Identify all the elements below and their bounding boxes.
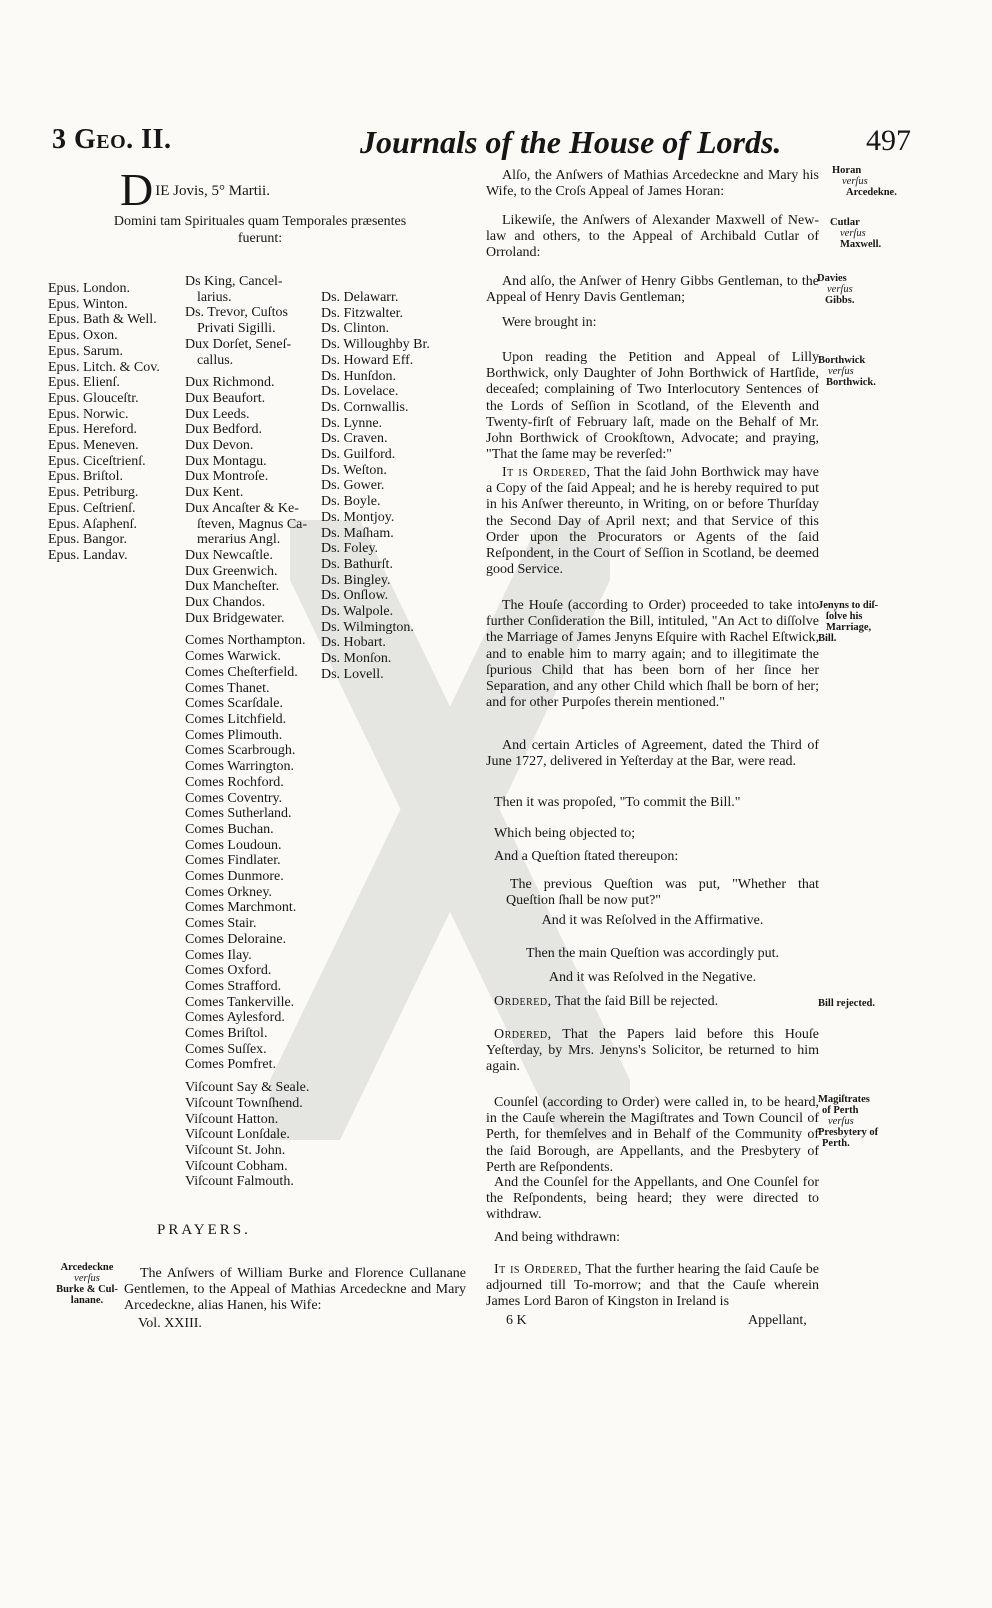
jenyns-bill: [486, 598, 819, 711]
margin-note-davies: [817, 273, 854, 306]
lord-name: merarius Angl.: [197, 532, 281, 548]
lord-name: Dux Dorſet, Seneſ-: [185, 336, 292, 352]
lord-name: Dux Beaufort.: [185, 390, 266, 406]
running-header: [0, 124, 992, 164]
margin-note-bill-rejected: Bill rejected.: [818, 998, 875, 1009]
answers-horan: [486, 168, 819, 200]
paragraph-text: And it was Reſolved in the Affirmative.: [541, 913, 764, 928]
lord-name: Ds. Hobart.: [321, 635, 386, 651]
lord-name: ſteven, Magnus Ca-: [197, 516, 308, 532]
margin-note-line: Borthwick.: [826, 377, 876, 388]
order-caps: Ordered,: [494, 994, 552, 1009]
lord-name: Dux Bedford.: [185, 422, 262, 438]
papers-returned-order: [486, 1027, 819, 1076]
lord-name: Ds. Onſlow.: [321, 588, 389, 604]
margin-note-line: Horan: [832, 165, 862, 176]
margin-note-line: Presbytery of: [818, 1127, 879, 1138]
lord-name: Viſcount St. John.: [185, 1142, 286, 1158]
lord-name: Ds. Boyle.: [321, 494, 381, 510]
lord-name: Ds. Bingley.: [321, 572, 391, 588]
lord-name: Viſcount Falmouth.: [185, 1174, 294, 1190]
margin-note-line: lanane.: [70, 1295, 104, 1306]
perth-counsel: [486, 1095, 819, 1176]
margin-note-jenyns: [818, 600, 878, 644]
paragraph-text: And certain Articles of Agreement, dated the Third of June 1727, delivered in Yeſterday at the Bar, were read.: [486, 738, 819, 770]
earls-list: [185, 633, 309, 1073]
lord-name: Ds. Guilford.: [321, 447, 396, 463]
lord-name: Ds. Lynne.: [321, 415, 383, 431]
lord-name: Epus. Landav.: [48, 547, 128, 563]
lord-name: Epus. Ciceſtrienſ.: [48, 453, 146, 469]
lord-name: Dux Chandos.: [185, 595, 266, 611]
paragraph-text: Counſel (according to Order) were called in, to be heard, in the Cauſe wherein the Magiſtrates and Town Council of Perth, for themſelves and in Behalf of the Community of the ſaid Borough, are Appellants, and the Presbytery of Perth are Reſpondents.: [486, 1095, 819, 1175]
lord-name: Ds. Howard Eff.: [321, 352, 414, 368]
lord-name: Ds. Hunſdon.: [321, 368, 397, 384]
resolved-negative: [486, 970, 819, 986]
lord-name: Epus. Litch. & Cov.: [48, 359, 160, 375]
paragraph-text: The Anſwers of William Burke and Florence Cullanane Gentlemen, to the Appeal of Mathias Arcedeckne and Mary Arcedeckne, alias Hanen, his Wife:: [124, 1266, 466, 1314]
paragraph-text: And the Counſel for the Appellants, and One Counſel for the Reſpondents, being heard; they were directed to withdraw.: [486, 1175, 819, 1223]
lord-name: Epus. Aſaphenſ.: [48, 516, 138, 532]
lord-name: Comes Northampton.: [185, 633, 306, 649]
lord-name: Comes Thanet.: [185, 680, 270, 696]
lord-name: Dux Montroſe.: [185, 469, 269, 485]
lord-name: Dux Devon.: [185, 438, 254, 454]
lord-name: Epus. Ceſtrienſ.: [48, 500, 136, 516]
lord-name: Epus. Bangor.: [48, 532, 127, 548]
lord-name: Ds. Wilmington.: [321, 619, 414, 635]
lord-name: Epus. Glouceſtr.: [48, 390, 139, 406]
lord-name: Comes Suſſex.: [185, 1041, 267, 1057]
drop-cap: D: [120, 164, 154, 215]
margin-note-line: verſus: [840, 228, 866, 239]
paragraph-text: Were brought in:: [502, 315, 597, 330]
bishops-column: [48, 281, 160, 564]
margin-note-line: Burke & Cul-: [56, 1284, 118, 1295]
lord-name: Comes Oxford.: [185, 963, 272, 979]
margin-note-arcedeckne: [54, 1262, 120, 1306]
margin-note-line: Davies: [817, 273, 847, 284]
paragraph-text: That the ſaid John Borthwick may have a Copy of the ſaid Appeal; and he is hereby required to put in his Anſwer thereunto, in Writing, on or before Thurſday the Second Day of April next; and that Service of this Order upon the Procurators or Agents of the ſaid Reſpondent, in the Court of Seſſion in Scotland, be deemed good Service.: [486, 465, 819, 578]
lord-name: Comes Warwick.: [185, 649, 281, 665]
lord-name: Ds. Delawarr.: [321, 290, 399, 305]
session-date-text: IE Jovis, 5° Martii.: [155, 183, 270, 199]
answers-cutlar: [486, 213, 819, 262]
margin-note-line: Perth.: [822, 1138, 850, 1149]
signature-mark: 6 K: [506, 1313, 527, 1328]
margin-note-line: Arcedeckne: [60, 1262, 114, 1273]
margin-note-line: Jenyns to diſ-: [818, 600, 879, 611]
lord-name: Ds. Maſham.: [321, 525, 394, 541]
lord-name: Ds. Trevor, Cuſtos: [185, 305, 288, 321]
lord-name: Dux Leeds.: [185, 406, 250, 422]
journal-title: Journals of the House of Lords.: [360, 124, 782, 160]
margin-note-line: verſus: [827, 284, 853, 295]
lord-name: Dux Kent.: [185, 485, 244, 501]
dukes-list: [185, 375, 309, 626]
lord-name: Dux Newcaſtle.: [185, 547, 273, 563]
lord-name: Privati Sigilli.: [197, 321, 276, 337]
lord-name: Comes Sutherland.: [185, 806, 292, 822]
counsel-heard: [486, 1175, 819, 1224]
lord-name: Comes Ilay.: [185, 947, 252, 963]
lord-name: Comes Rochford.: [185, 774, 284, 790]
being-withdrawn: [486, 1230, 819, 1246]
paragraph-text: And alſo, the Anſwer of Henry Gibbs Gentleman, to the Appeal of Henry Davis Gentleman;: [486, 274, 819, 306]
margin-note-line: Bill.: [818, 633, 837, 644]
objection: [486, 826, 819, 842]
margin-note-borthwick: [818, 355, 876, 388]
margin-note-line: verſus: [74, 1273, 100, 1284]
lord-name: Epus. Norwic.: [48, 406, 129, 422]
lord-name: Ds. Craven.: [321, 431, 388, 447]
lord-name: Comes Tankerville.: [185, 994, 295, 1010]
brought-in: [486, 315, 819, 331]
margin-note-line: verſus: [842, 176, 868, 187]
attendance-line-2: fuerunt:: [237, 231, 283, 246]
lord-name: Epus. Bath & Well.: [48, 312, 157, 328]
prayers-heading: PRAYERS.: [157, 1222, 251, 1238]
lord-name: Dux Montagu.: [185, 453, 267, 469]
viscounts-list: [185, 1080, 309, 1190]
margin-note-line: ſolve his: [826, 611, 863, 622]
lord-name: Comes Deloraine.: [185, 931, 287, 947]
lord-name: Ds. Gower.: [321, 478, 385, 494]
lord-name: Epus. Winton.: [48, 296, 128, 312]
lord-name: Epus. London.: [48, 281, 131, 296]
lord-name: Dux Bridgewater.: [185, 610, 285, 626]
lord-name: Dux Ancaſter & Ke-: [185, 500, 299, 516]
lord-name: Comes Aylesford.: [185, 1010, 285, 1026]
paragraph-text: Likewiſe, the Anſwers of Alexander Maxwell of New-law and others, to the Appeal of Archibald Cutlar of Orroland:: [486, 213, 819, 261]
lord-name: Epus. Petriburg.: [48, 485, 139, 501]
paragraph-text: And it was Reſolved in the Negative.: [548, 970, 757, 985]
margin-note-horan: [832, 165, 897, 198]
margin-note-line: Maxwell.: [840, 239, 882, 250]
order-caps: It is Ordered,: [494, 1262, 582, 1277]
lord-name: Comes Strafford.: [185, 978, 282, 994]
session-date: [120, 164, 270, 215]
lord-name: Viſcount Hatton.: [185, 1111, 279, 1127]
lord-name: Epus. Meneven.: [48, 438, 139, 454]
lord-name: Comes Scarſdale.: [185, 696, 283, 712]
lord-name: Comes Cheſterfield.: [185, 664, 298, 680]
catchword: Appellant,: [748, 1313, 807, 1328]
lord-name: Ds. Cornwallis.: [321, 399, 409, 415]
borthwick-petition: [486, 350, 819, 463]
lord-name: Comes Orkney.: [185, 884, 272, 900]
lord-name: Comes Coventry.: [185, 790, 283, 806]
margin-note-line: verſus: [828, 1116, 854, 1127]
adjournment-order: [486, 1262, 819, 1311]
lord-name: Ds King, Cancel-: [185, 274, 283, 289]
margin-note-cutlar: [830, 217, 881, 250]
lord-name: Ds. Monſon.: [321, 651, 392, 667]
margin-note-perth: [818, 1094, 878, 1149]
lord-name: Dux Richmond.: [185, 375, 275, 391]
lord-name: Comes Findlater.: [185, 853, 281, 869]
lord-name: Comes Buchan.: [185, 821, 274, 837]
officers-dukes-earls-column: [185, 274, 309, 1190]
barons-column: [321, 290, 430, 683]
lord-name: larius.: [197, 289, 232, 305]
lord-name: Comes Briſtol.: [185, 1026, 268, 1042]
margin-note-line: verſus: [828, 366, 854, 377]
main-question: [486, 946, 819, 962]
lord-name: Ds. Lovell.: [321, 666, 384, 682]
margin-note-line: Magiſtrates: [818, 1094, 870, 1105]
lord-name: Ds. Weſton.: [321, 462, 387, 478]
motion-commit: [486, 795, 819, 811]
lord-name: Comes Litchfield.: [185, 711, 287, 727]
paragraph-text: The Houſe (according to Order) proceeded to take into further Conſideration the Bill, intituled, "An Act to diſſolve the Marriage of James Jenyns Eſquire with Rachel Eſtwick, and to enable him to marry again; and to illegitimate the ſpurious Child that has been born of her ſince her Separation, and any other Child which ſhall be born of her; and for other Purpoſes therein mentioned.": [486, 598, 819, 711]
lord-name: Comes Marchmont.: [185, 900, 297, 916]
lord-name: Ds. Fitzwalter.: [321, 305, 404, 321]
lord-name: Ds. Foley.: [321, 541, 379, 557]
articles-of-agreement: [486, 738, 819, 770]
regnal-year: 3 Geo. II.: [52, 124, 172, 155]
lord-name: Viſcount Say & Seale.: [185, 1080, 310, 1096]
margin-note-line: Gibbs.: [825, 295, 855, 306]
prayers-paragraph: [124, 1266, 466, 1315]
margin-note-line: Borthwick: [818, 355, 866, 366]
order-caps: It is Ordered,: [502, 465, 591, 480]
paragraph-text: And being withdrawn:: [494, 1230, 620, 1245]
page-number: 497: [866, 124, 911, 157]
lord-name: callus.: [197, 352, 234, 368]
lord-name: Ds. Clinton.: [321, 321, 390, 337]
paragraph-text: Alſo, the Anſwers of Mathias Arcedeckne and Mary his Wife, to the Croſs Appeal of James Horan:: [486, 168, 819, 200]
attendance-heading: [50, 213, 470, 247]
paragraph-text: Upon reading the Petition and Appeal of Lilly Borthwick, only Daughter of John Borthwick of Hartſide, deceaſed; complaining of Two Interlocutory Sentences of the Lords of Seſſion in Scotland, of the Eleventh and Twenty-firſt of February laſt, made on the Behalf of Mr. John Borthwick of Crookſtown, Advocate; and praying, "That the ſame may be reverſed:": [486, 350, 819, 463]
paragraph-text: Then it was propoſed, "To commit the Bill.": [494, 795, 741, 810]
lord-name: Comes Plimouth.: [185, 727, 283, 743]
lord-name: Epus. Hereford.: [48, 422, 138, 438]
margin-note-line: Cutlar: [830, 217, 860, 228]
paragraph-text: Which being objected to;: [494, 826, 636, 841]
lord-name: Comes Scarbrough.: [185, 743, 296, 759]
lord-name: Comes Dunmore.: [185, 869, 284, 885]
lord-name: Ds. Bathurſt.: [321, 556, 393, 572]
lord-name: Epus. Oxon.: [48, 328, 118, 344]
lord-name: Ds. Lovelace.: [321, 384, 399, 400]
lord-name: Viſcount Townſhend.: [185, 1095, 303, 1111]
lord-name: Comes Loudoun.: [185, 837, 282, 853]
volume-signature: Vol. XXIII.: [138, 1316, 202, 1331]
lord-name: Epus. Elienſ.: [48, 375, 120, 391]
lord-name: Ds. Walpole.: [321, 604, 394, 620]
paragraph-text: That the further hearing the ſaid Cauſe be adjourned till To-morrow; and that the Cauſe wherein James Lord Baron of Kingston in Ireland is: [486, 1262, 820, 1310]
resolved-affirmative: [486, 913, 819, 929]
lord-name: Comes Pomfret.: [185, 1057, 276, 1073]
paragraph-text: The previous Queſtion was put, "Whether that Queſtion ſhall be now put?": [506, 877, 819, 909]
bill-rejected-order: [486, 994, 819, 1010]
lord-name: Ds. Montjoy.: [321, 509, 395, 525]
paragraph-text: And a Queſtion ſtated thereupon:: [494, 849, 679, 864]
lord-name: Comes Warrington.: [185, 759, 295, 775]
margin-note-line: Marriage,: [826, 622, 872, 633]
question-stated: [486, 849, 819, 865]
margin-note-line: Arcedekne.: [846, 187, 897, 198]
lord-name: Dux Mancheſter.: [185, 579, 280, 595]
paragraph-text: That the ſaid Bill be rejected.: [554, 994, 719, 1009]
lord-name: Ds. Willoughby Br.: [321, 337, 430, 353]
officers-list: [185, 274, 309, 368]
lord-name: Viſcount Lonſdale.: [185, 1127, 290, 1143]
attendance-line-1: Domini tam Spirituales quam Temporales præsentes: [113, 214, 407, 229]
lord-name: Epus. Sarum.: [48, 343, 124, 359]
paragraph-text: That the Papers laid before this Houſe Yeſterday, by Mrs. Jenyns's Solicitor, be returned to him again.: [486, 1027, 819, 1075]
lord-name: Viſcount Cobham.: [185, 1158, 288, 1174]
borthwick-order: [486, 465, 819, 578]
margin-note-line: of Perth: [822, 1105, 859, 1116]
lord-name: Comes Stair.: [185, 916, 257, 932]
answers-davies: [486, 274, 819, 306]
paragraph-text: Then the main Queſtion was accordingly put.: [525, 946, 780, 961]
previous-question: [506, 877, 819, 909]
lord-name: Epus. Briſtol.: [48, 469, 124, 485]
lord-name: Dux Greenwich.: [185, 563, 278, 579]
order-caps: Ordered,: [494, 1027, 552, 1042]
